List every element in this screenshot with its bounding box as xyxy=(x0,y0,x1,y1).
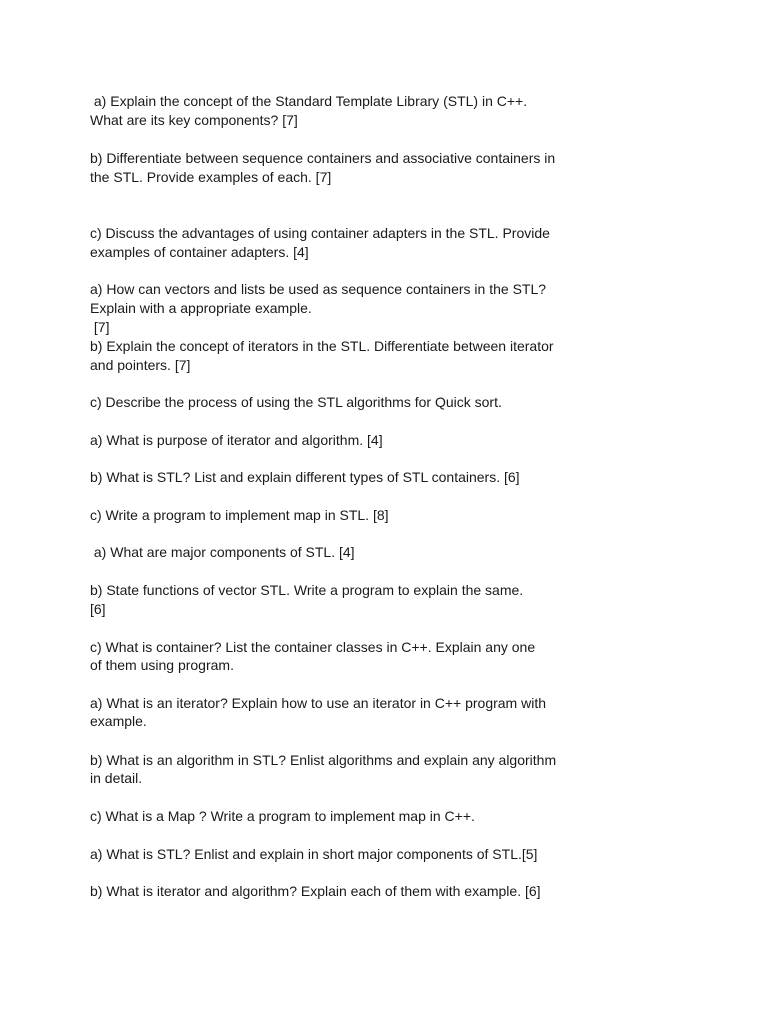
question-line: b) What is STL? List and explain different types of STL containers. [6] xyxy=(90,469,520,485)
question-line: c) What is container? List the container classes in C++. Explain any one xyxy=(90,639,536,655)
question-line: examples of container adapters. [4] xyxy=(90,244,309,260)
question-line: the STL. Provide examples of each. [7] xyxy=(90,169,332,185)
question-line: a) Explain the concept of the Standard Template Library (STL) in C++. xyxy=(90,93,528,109)
question-line: example. xyxy=(90,713,147,729)
question-line: a) How can vectors and lists be used as sequence containers in the STL? xyxy=(90,281,547,297)
question-line: a) What is an iterator? Explain how to use an iterator in C++ program with xyxy=(90,695,546,711)
question-line: [7] xyxy=(90,319,110,335)
question-line: a) What is STL? Enlist and explain in short major components of STL.[5] xyxy=(90,846,538,862)
question-line: a) What are major components of STL. [4] xyxy=(90,544,355,560)
question-line: a) What is purpose of iterator and algorithm. [4] xyxy=(90,432,383,448)
question-line: c) Discuss the advantages of using container adapters in the STL. Provide xyxy=(90,225,550,241)
question-line: b) Explain the concept of iterators in the STL. Differentiate between iterator xyxy=(90,338,554,354)
question-line: Explain with a appropriate example. xyxy=(90,300,312,316)
question-line: b) Differentiate between sequence containers and associative containers in xyxy=(90,150,556,166)
question-line: [6] xyxy=(90,601,106,617)
question-line: c) Describe the process of using the STL algorithms for Quick sort. xyxy=(90,394,502,410)
question-line: What are its key components? [7] xyxy=(90,112,298,128)
question-line: b) What is iterator and algorithm? Explain each of them with example. [6] xyxy=(90,883,541,899)
question-line: c) Write a program to implement map in STL. [8] xyxy=(90,507,389,523)
question-line: b) What is an algorithm in STL? Enlist algorithms and explain any algorithm xyxy=(90,752,557,768)
question-line: c) What is a Map ? Write a program to implement map in C++. xyxy=(90,808,475,824)
question-line: b) State functions of vector STL. Write a program to explain the same. xyxy=(90,582,524,598)
question-line: of them using program. xyxy=(90,657,234,673)
question-line: in detail. xyxy=(90,770,143,786)
question-line: and pointers. [7] xyxy=(90,357,191,373)
